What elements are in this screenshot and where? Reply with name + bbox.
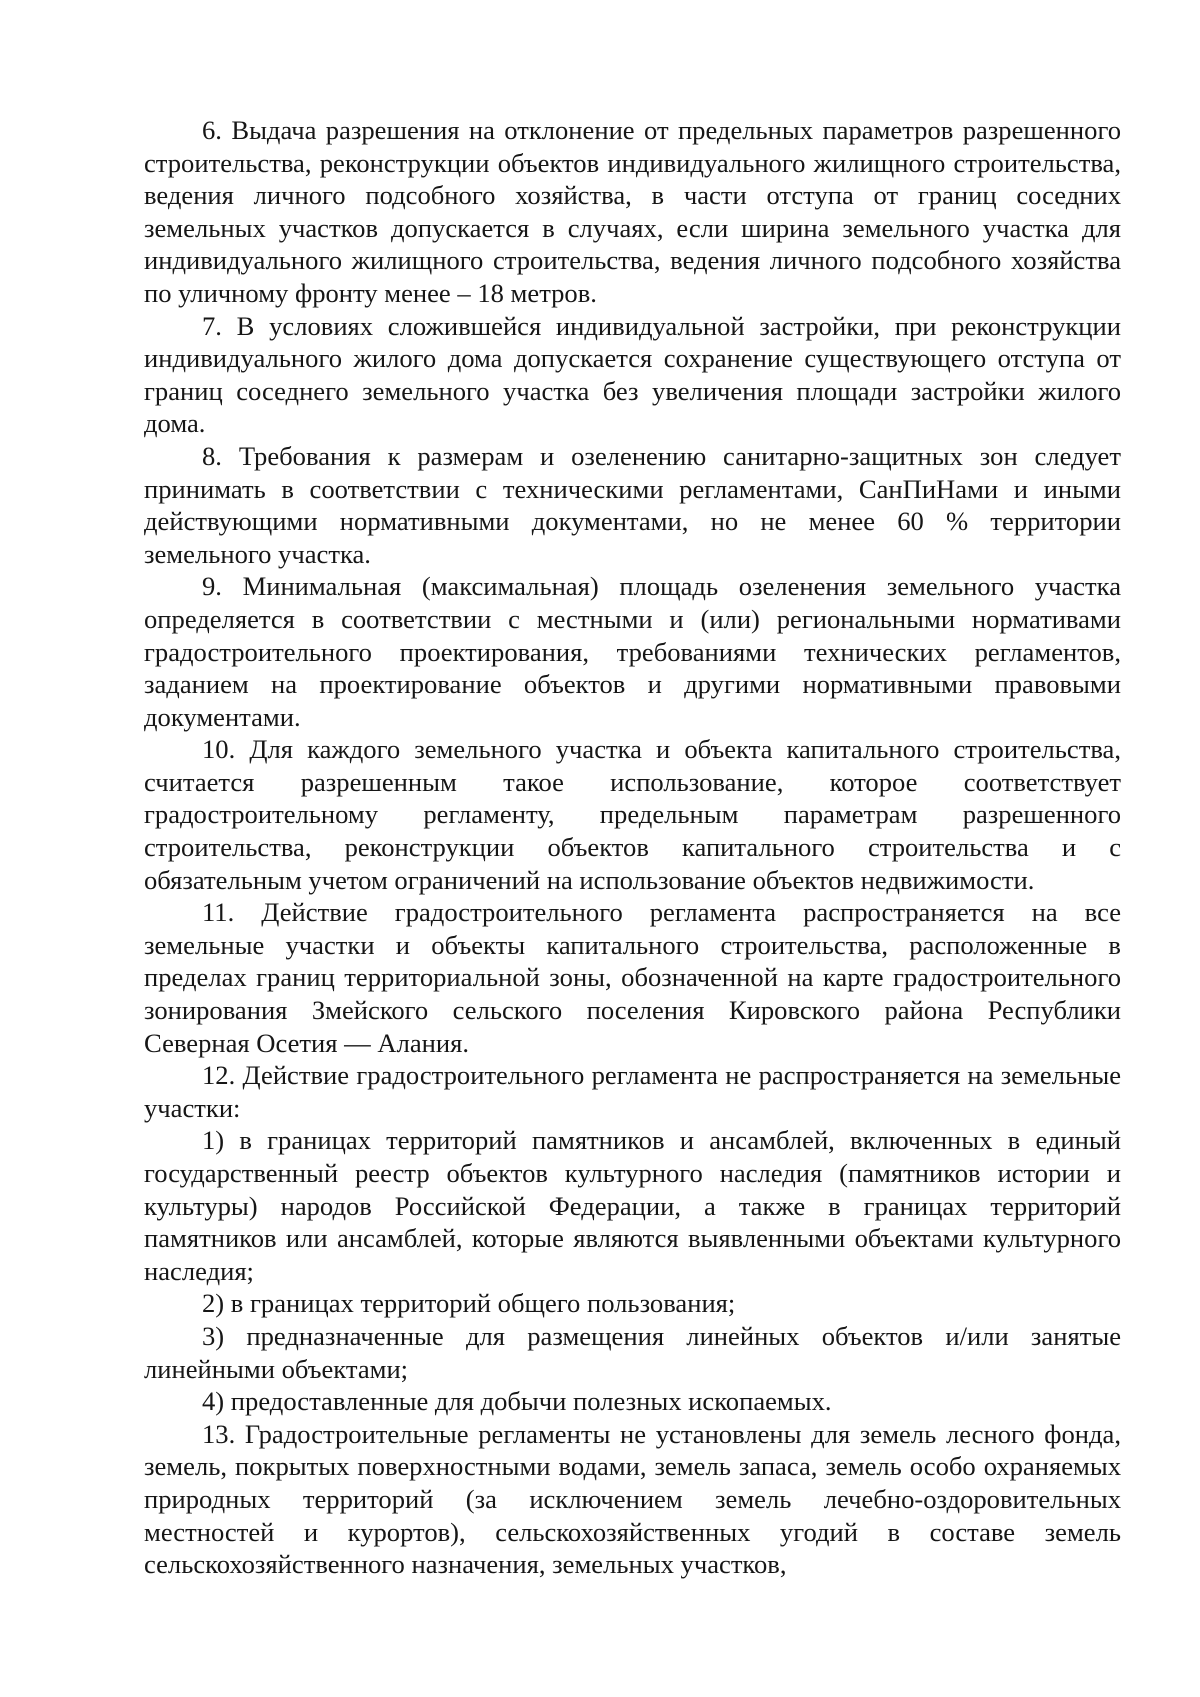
subitem-2: 2) в границах территорий общего пользования; (202, 1288, 736, 1319)
paragraph-item-13: 13. Градостроительные регламенты не установлены для земель лесного фонда, земель, покрытых поверхностными водами, земель запаса, земель особо охраняемых природных территорий (за исключением земель лечебно-оздоровительных местностей и курортов), сельскохозяйственных угодий в составе земель сельскохозяйственного назначения, земельных участков, (144, 1418, 1121, 1580)
subitem-3: 3) предназначенные для размещения линейных объектов и/или занятые линейными объектами; (144, 1320, 1121, 1384)
paragraph-item-11: 11. Действие градостроительного регламента распространяется на все земельные участки и объекты капитального строительства, расположенные в пределах границ территориальной зоны, обозначенной на карте градостроительного зонирования Змейского сельского поселения Кировского района Республики Северная Осетия — Алания. (144, 897, 1121, 1058)
paragraph-item-6: 6. Выдача разрешения на отклонение от предельных параметров разрешенного строительства, реконструкции объектов индивидуального жилищного строительства, ведения личного подсобного хозяйства, в части отступа от границ соседних земельных участков допускается в случаях, если ширина земельного участка для индивидуального жилищного строительства, ведения личного подсобного хозяйства по уличному фронту менее – 18 метров. (144, 115, 1121, 308)
paragraph-item-9: 9. Минимальная (максимальная) площадь озеленения земельного участка определяется в соответствии с местными и (или) региональными нормативами градостроительного проектирования, требованиями технических регламентов, заданием на проектирование объектов и другими нормативными правовыми документами. (144, 571, 1121, 732)
subitem-4: 4) предоставленные для добычи полезных ископаемых. (202, 1386, 832, 1417)
paragraph-item-12: 12. Действие градостроительного регламента не распространяется на земельные участки: (144, 1060, 1121, 1123)
document-page (144, 114, 1121, 1581)
paragraph-item-7: 7. В условиях сложившейся индивидуальной застройки, при реконструкции индивидуального жилого дома допускается сохранение существующего отступа от границ соседнего земельного участка без увеличения площади застройки жилого дома. (144, 310, 1121, 439)
subitem-1: 1) в границах территорий памятников и ансамблей, включенных в единый государственный реестр объектов культурного наследия (памятников истории и культуры) народов Российской Федерации, а также в границах территорий памятников или ансамблей, которые являются выявленными объектами культурного наследия; (144, 1125, 1121, 1286)
paragraph-item-10: 10. Для каждого земельного участка и объекта капитального строительства, считается разрешенным такое использование, которое соответствует градостроительному регламенту, предельным параметрам разрешенного строительства, реконструкции объектов капитального строительства и с обязательным учетом ограничений на использование объектов недвижимости. (144, 734, 1121, 895)
paragraph-item-8: 8. Требования к размерам и озеленению санитарно-защитных зон следует принимать в соответствии с техническими регламентами, СанПиНами и иными действующими нормативными документами, но не менее 60 % территории земельного участка. (144, 440, 1121, 569)
